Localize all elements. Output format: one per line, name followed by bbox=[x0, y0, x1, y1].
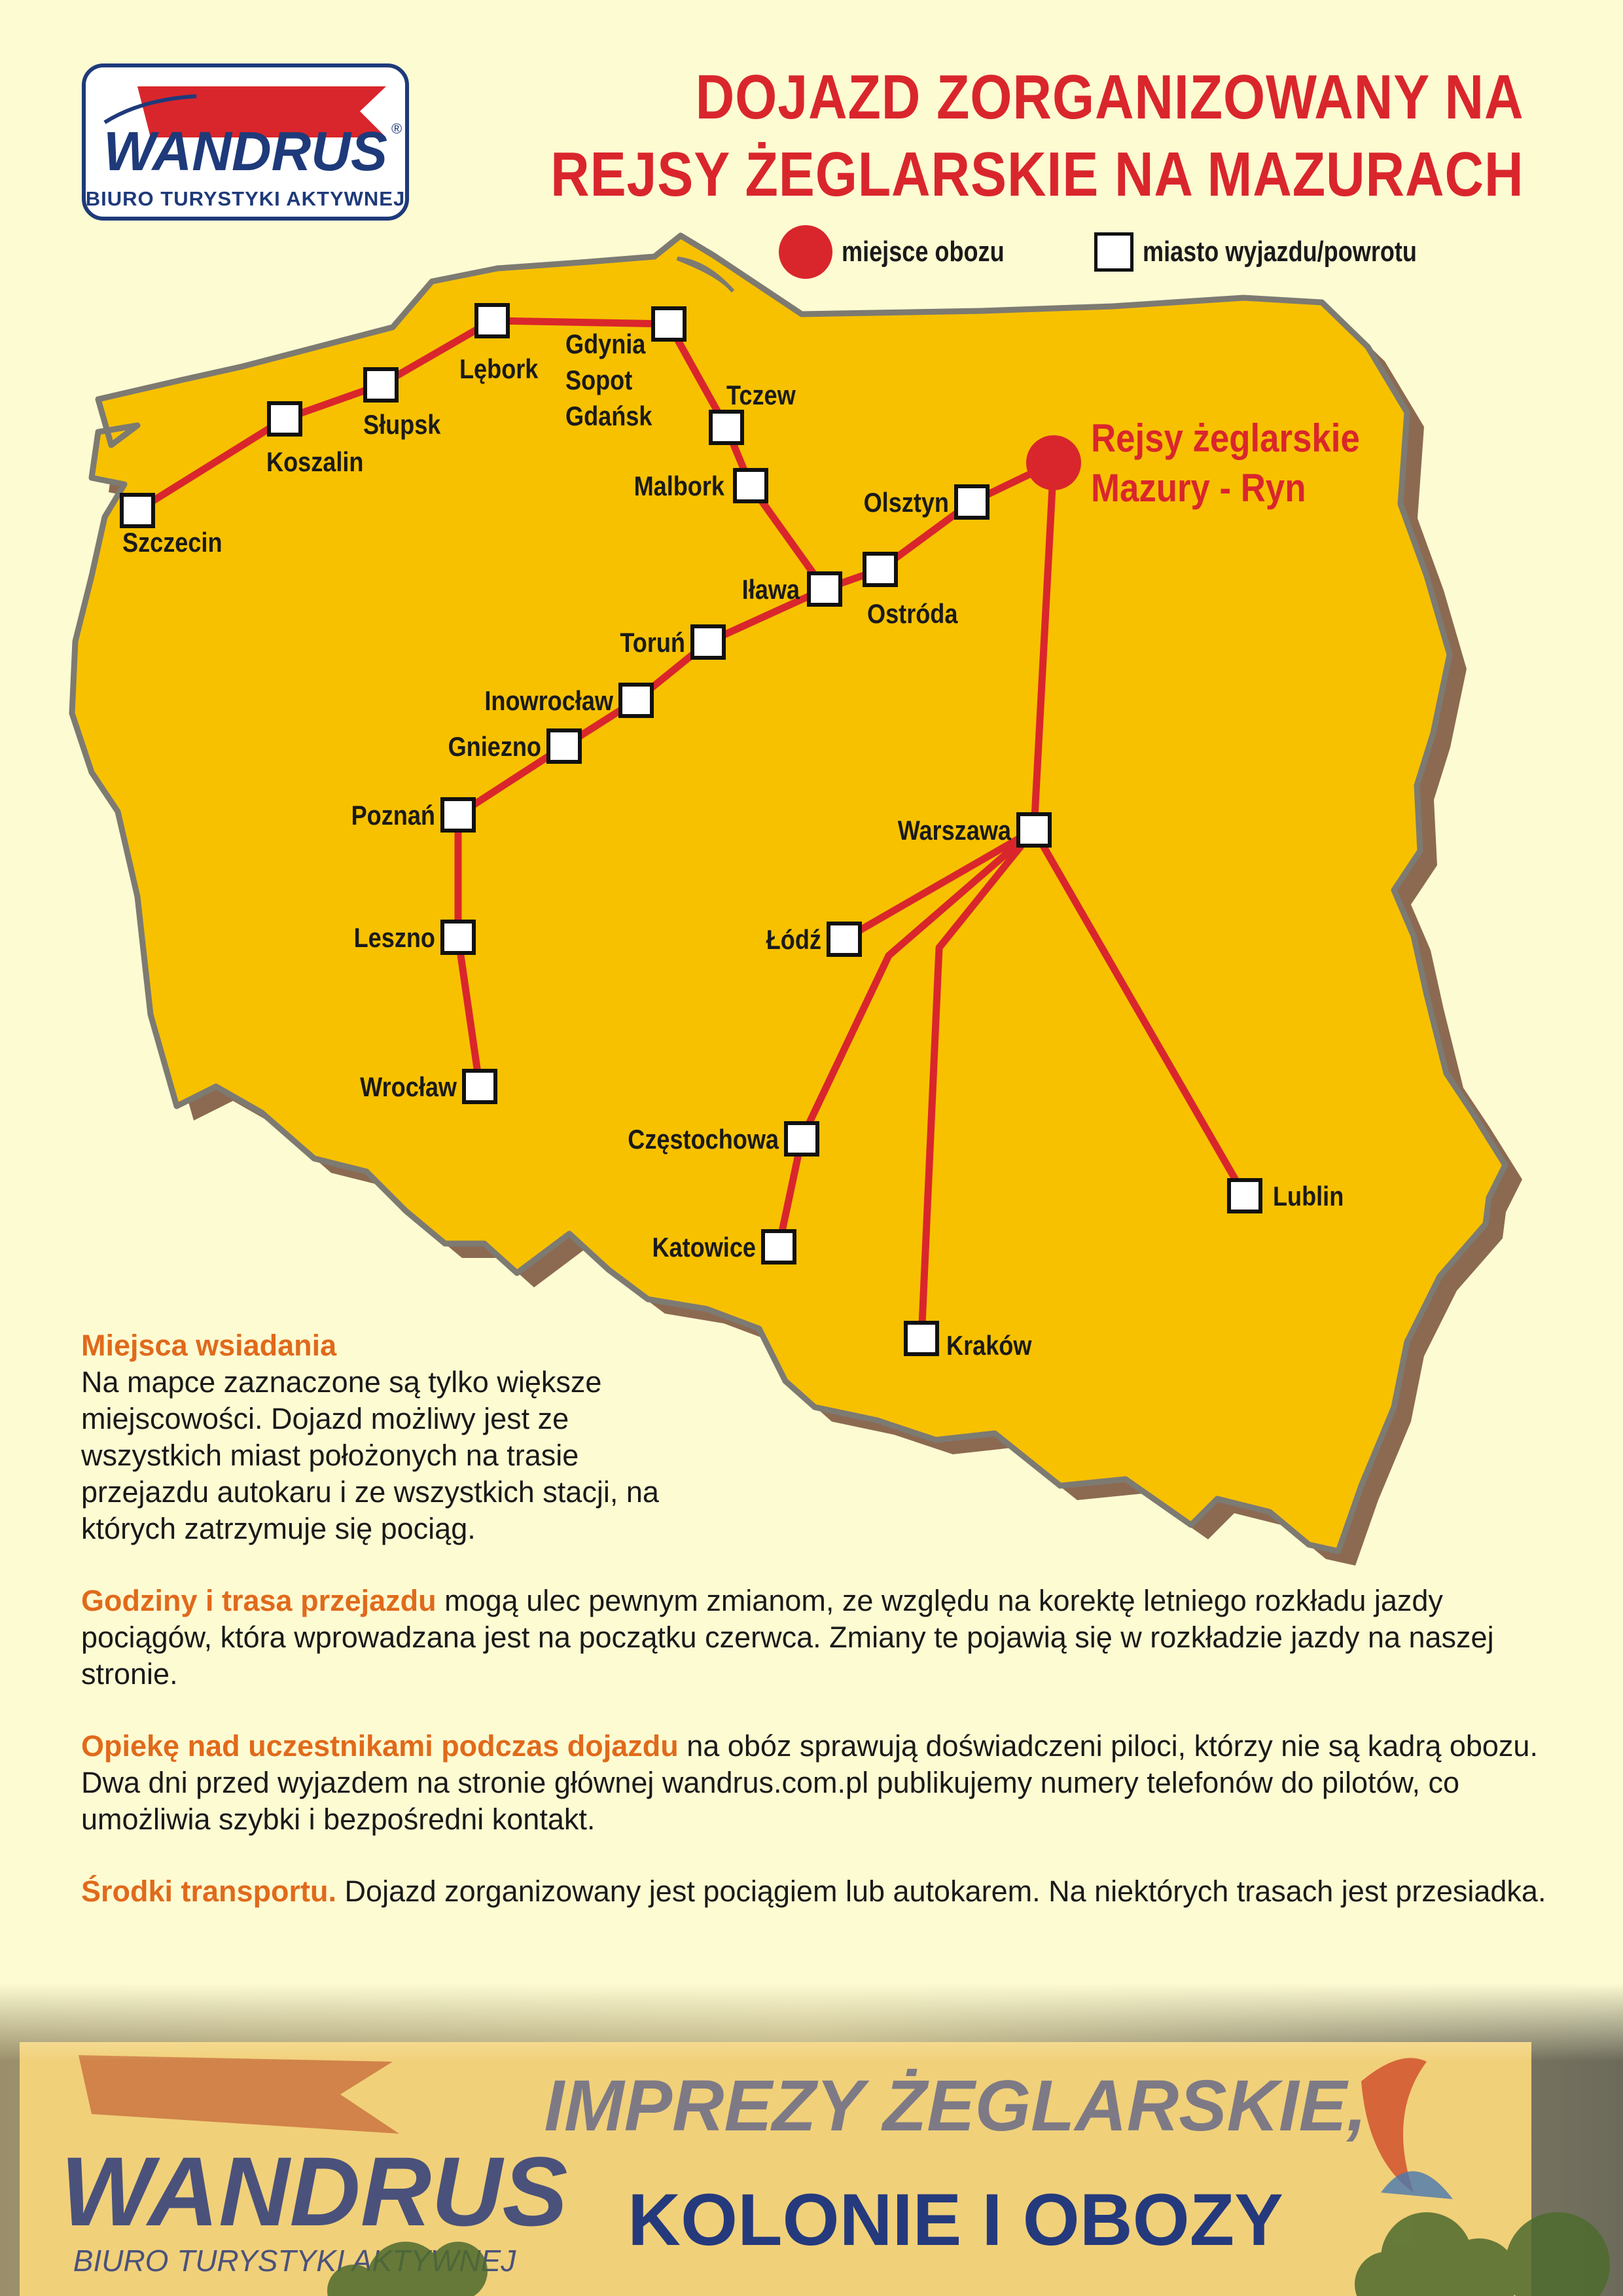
info-transport bbox=[81, 1873, 1547, 1910]
city-marker-lublin bbox=[1229, 1180, 1260, 1211]
info-supervision-heading: Opiekę nad uczestnikami podczas dojazdu bbox=[81, 1729, 679, 1763]
city-marker-torun bbox=[692, 626, 724, 658]
city-marker-lodz bbox=[829, 924, 860, 955]
city-marker-poznan bbox=[442, 799, 474, 831]
city-label-krakow: Kraków bbox=[946, 1331, 1032, 1361]
city-marker-ostroda bbox=[865, 554, 896, 585]
info-schedule bbox=[81, 1583, 1547, 1693]
info-supervision bbox=[81, 1728, 1547, 1838]
legend-city-label: miasto wyjazdu/powrotu bbox=[1143, 236, 1417, 268]
city-label-koszalin: Koszalin bbox=[266, 447, 364, 478]
city-label-tczew: Tczew bbox=[726, 380, 796, 411]
city-marker-gniezno bbox=[548, 730, 580, 762]
info-supervision-text: na obóz sprawują doświadczeni piloci, którzy nie są kadrą obozu. Dwa dni przed wyjazdem na stronie głównej wandrus.com.pl publikujemy numery telefonów do pilotów, co umożliwia szybki i bezpośredni kontakt. bbox=[81, 1729, 1538, 1836]
city-marker-wroclaw bbox=[464, 1071, 495, 1102]
city-label-malbork: Malbork bbox=[633, 471, 724, 502]
city-label-slupsk: Słupsk bbox=[363, 410, 441, 440]
city-marker-gdynia bbox=[653, 308, 685, 340]
city-marker-leszno bbox=[442, 922, 474, 953]
city-marker-warszawa bbox=[1018, 814, 1050, 846]
destination-line-1: Rejsy żeglarskie bbox=[1091, 416, 1360, 460]
city-label-lodz: Łódź bbox=[766, 925, 821, 956]
city-label-gdansk: Gdańsk bbox=[565, 401, 652, 432]
info-boarding bbox=[81, 1327, 703, 1547]
info-schedule-heading: Godziny i trasa przejazdu bbox=[81, 1584, 437, 1617]
city-marker-ilawa bbox=[809, 573, 840, 605]
camp-marker-icon bbox=[1026, 435, 1081, 490]
city-marker-krakow bbox=[906, 1323, 937, 1354]
city-marker-tczew bbox=[711, 412, 742, 443]
city-label-olsztyn: Olsztyn bbox=[863, 488, 949, 518]
city-marker-malbork bbox=[735, 470, 766, 501]
city-marker-czestochowa bbox=[786, 1123, 817, 1155]
legend-camp-label: miejsce obozu bbox=[842, 236, 1005, 268]
city-label-gniezno: Gniezno bbox=[448, 732, 541, 762]
title-line-2: REJSY ŻEGLARSKIE NA MAZURACH bbox=[550, 139, 1524, 209]
info-transport-text: Dojazd zorganizowany jest pociągiem lub autokarem. Na niektórych trasach jest przesiadka. bbox=[336, 1874, 1546, 1908]
title-line-1: DOJAZD ZORGANIZOWANY NA bbox=[695, 62, 1524, 132]
city-label-leszno: Leszno bbox=[353, 923, 435, 954]
info-boarding-heading: Miejsca wsiadania bbox=[81, 1329, 337, 1362]
city-label-lebork: Lębork bbox=[459, 354, 539, 385]
city-marker-slupsk bbox=[365, 369, 397, 401]
city-label-czestochowa: Częstochowa bbox=[628, 1124, 779, 1155]
city-label-warszawa: Warszawa bbox=[897, 816, 1011, 846]
city-label-inowroclaw: Inowrocław bbox=[484, 686, 613, 717]
city-marker-katowice bbox=[763, 1231, 794, 1263]
info-schedule-text: mogą ulec pewnym zmianom, ze względu na korektę letniego rozkładu jazdy pociągów, która wprowadzana jest na początku czerwca. Zmiany te pojawią się w rozkładzie jazdy na naszej stronie. bbox=[81, 1584, 1494, 1691]
logo-brand: WANDRUS bbox=[103, 120, 387, 182]
city-marker-olsztyn bbox=[956, 486, 988, 518]
city-marker-inowroclaw bbox=[620, 685, 652, 716]
city-label-ilawa: Iława bbox=[741, 575, 800, 605]
info-transport-heading: Środki transportu. bbox=[81, 1874, 337, 1908]
city-label-ostroda: Ostróda bbox=[867, 599, 958, 630]
city-label-katowice: Katowice bbox=[652, 1232, 756, 1263]
banner-photo bbox=[0, 1983, 1623, 2296]
city-label-wroclaw: Wrocław bbox=[360, 1072, 457, 1103]
city-marker-szczecin bbox=[122, 495, 153, 526]
info-boarding-text: Na mapce zaznaczone są tylko większe miejscowości. Dojazd możliwy jest ze wszystkich miast położonych na trasie przejazdu autokaru i ze wszystkich stacji, na których zatrzymuje się pociąg. bbox=[81, 1365, 659, 1545]
destination-line-2: Mazury - Ryn bbox=[1091, 465, 1306, 510]
city-label-szczecin: Szczecin bbox=[122, 528, 223, 558]
logo-registered: ® bbox=[391, 120, 402, 137]
city-label-sopot: Sopot bbox=[565, 365, 633, 396]
city-marker-lebork bbox=[476, 305, 508, 336]
city-label-torun: Toruń bbox=[620, 628, 685, 658]
city-marker-koszalin bbox=[269, 403, 300, 435]
city-label-poznan: Poznań bbox=[351, 800, 435, 831]
city-label-gdynia: Gdynia bbox=[565, 329, 646, 360]
logo-tagline: BIURO TURYSTYKI AKTYWNEJ bbox=[85, 187, 406, 210]
city-label-lublin: Lublin bbox=[1273, 1181, 1344, 1212]
